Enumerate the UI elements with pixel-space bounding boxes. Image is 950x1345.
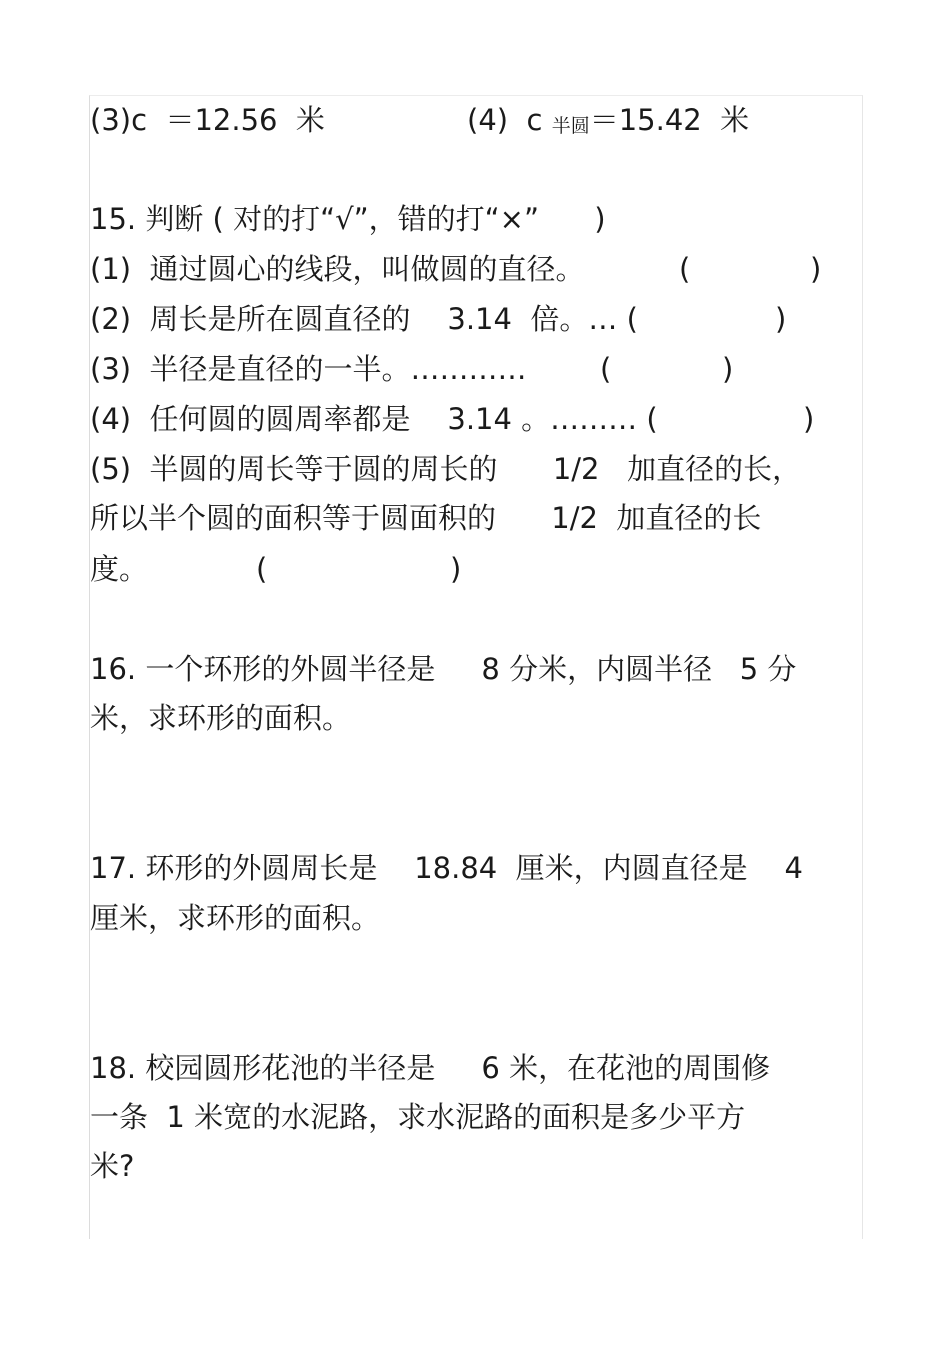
q16-line-1: 16. 一个环形的外圆半径是 8 分米，内圆半径 5 分 [90, 652, 797, 686]
q17-line-2: 厘米，求环形的面积。 [90, 901, 381, 935]
q15-item-3: (3) 半径是直径的一半。………… [90, 352, 527, 386]
q15-title: 15. 判断 ( 对的打“√”，错的打“×” ) [90, 202, 606, 236]
answer-4 [467, 102, 749, 144]
q15-item-5-line-2: 所以半个圆的面积等于圆面积的 1/2 加直径的长 [90, 501, 762, 535]
answer-4-prefix: (4) c [467, 103, 552, 137]
q15-item-1: (1) 通过圆心的线段，叫做圆的直径。 [90, 252, 585, 286]
q18-line-3: 米? [90, 1149, 135, 1183]
q15-item-3-paren-open: ( [600, 352, 612, 386]
answer-4-subscript: 半圆 [551, 115, 590, 137]
q15-item-1-paren-open: ( [679, 252, 691, 286]
q15-item-5-line-3: 度。 [90, 552, 149, 586]
q15-item-2: (2) 周长是所在圆直径的 3.14 倍。… ( [90, 302, 638, 336]
q18-line-1: 18. 校园圆形花池的半径是 6 米，在花池的周围修 [90, 1051, 771, 1085]
q15-item-4: (4) 任何圆的圆周率都是 3.14 。……… ( [90, 402, 658, 436]
q18-line-2: 一条 1 米宽的水泥路，求水泥路的面积是多少平方 [90, 1100, 746, 1134]
q15-item-1-paren-close: ) [810, 252, 822, 286]
answer-4-suffix: ＝15.42 米 [589, 103, 750, 137]
answer-3: (3)c ＝12.56 米 [90, 103, 325, 137]
q15-item-4-paren-close: ) [803, 402, 815, 436]
q15-item-5-paren-close: ) [450, 552, 462, 586]
q16-line-2: 米，求环形的面积。 [90, 701, 352, 735]
q15-item-2-paren-close: ) [775, 302, 787, 336]
q15-item-5-paren-open: ( [256, 552, 268, 586]
q15-item-5-line-1: (5) 半圆的周长等于圆的周长的 1/2 加直径的长， [90, 452, 802, 486]
q17-line-1: 17. 环形的外圆周长是 18.84 厘米，内圆直径是 4 [90, 851, 803, 885]
q15-item-3-paren-close: ) [722, 352, 734, 386]
